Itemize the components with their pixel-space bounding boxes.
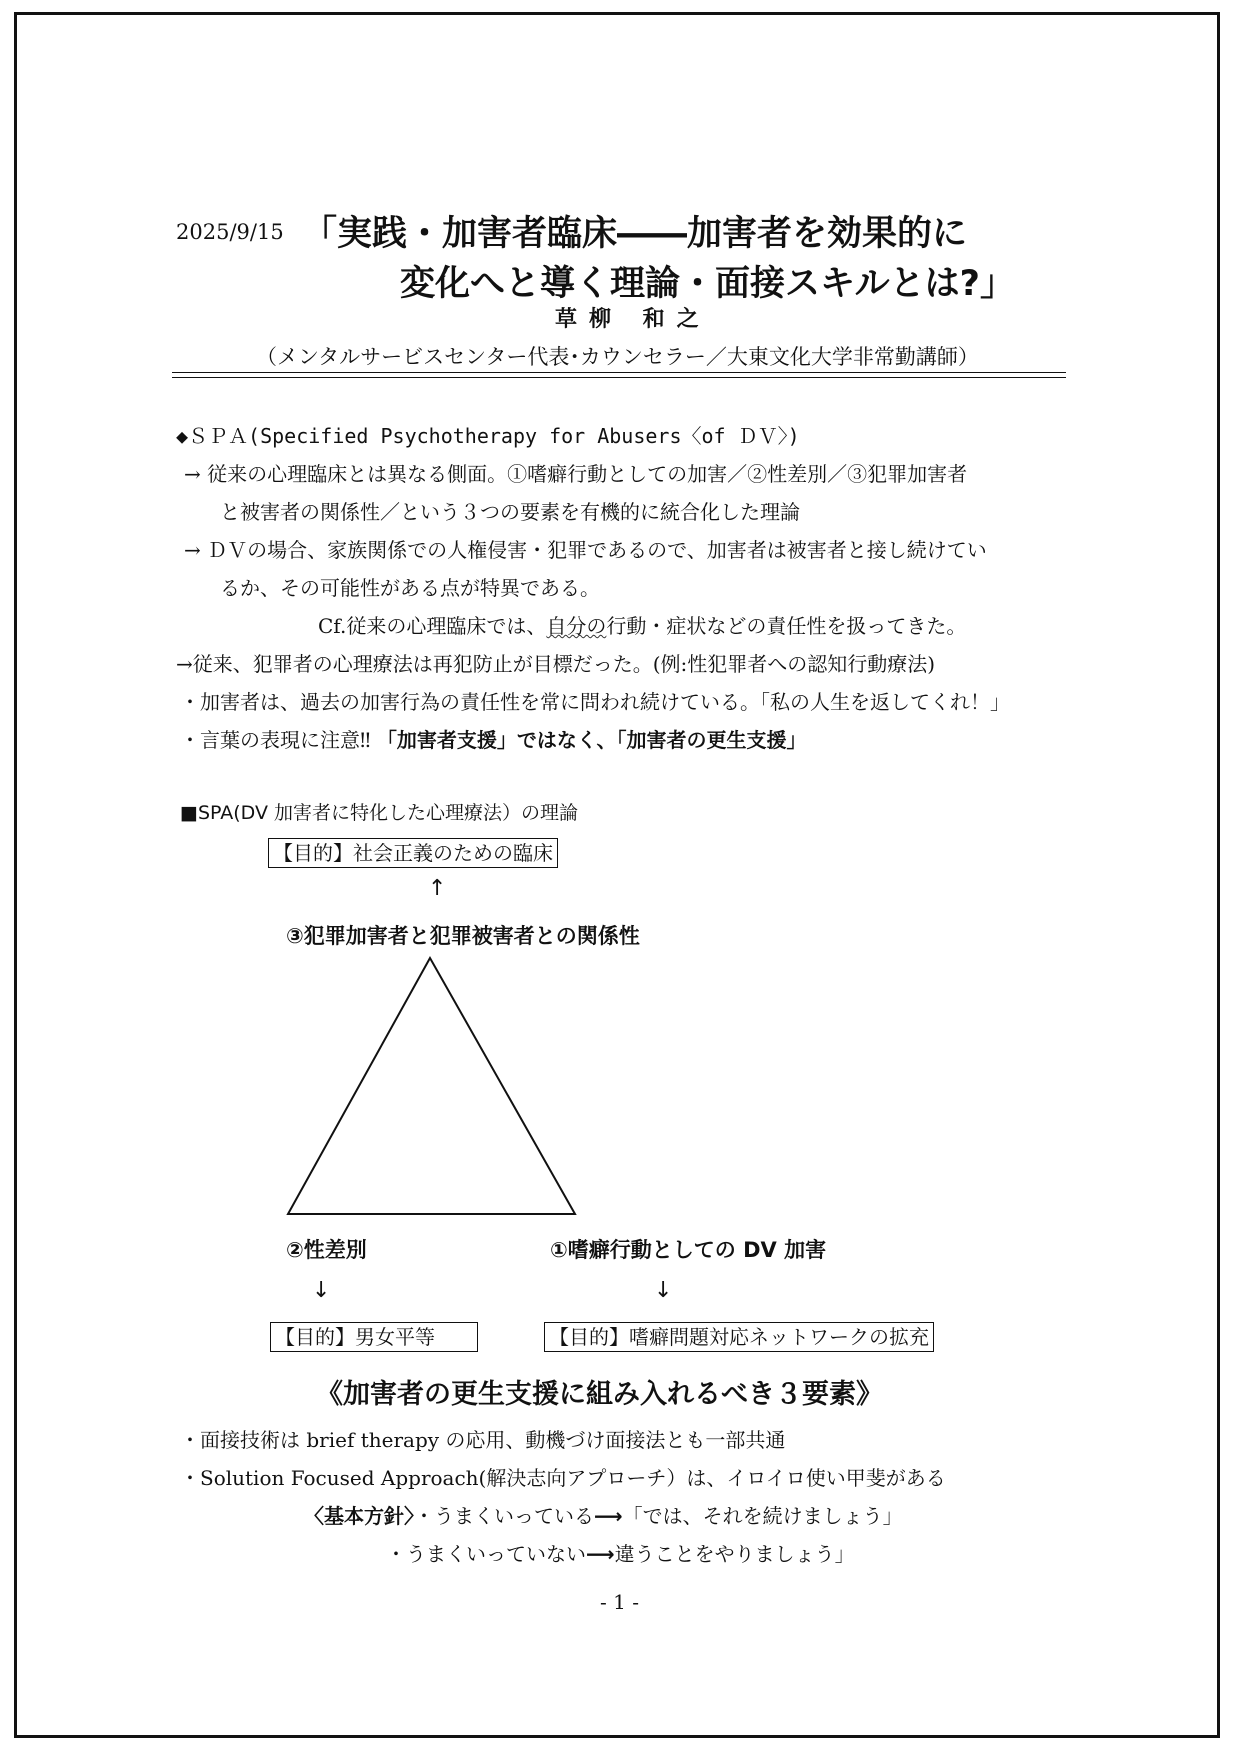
down-arrow-right: ↓ xyxy=(654,1278,673,1303)
responsibility-line: ・加害者は、過去の加害行為の責任性を常に問われ続けている。「私の人生を返してくれ！」 xyxy=(180,690,1010,714)
header-divider-bottom xyxy=(172,377,1066,378)
vertex-label-relationship: ③犯罪加害者と犯罪被害者との関係性 xyxy=(286,924,640,948)
document-title-line-1: 「実践・加害者臨床――加害者を効果的に xyxy=(302,214,968,254)
cf-note-underlined: 自分の xyxy=(546,614,607,638)
caution-line xyxy=(180,724,807,753)
arrow-right-icon: ⟶ xyxy=(586,1542,615,1566)
policy-label: 〈基本方針〉 xyxy=(304,1504,414,1528)
technique-line-brief-therapy: ・面接技術は brief therapy の応用、動機づけ面接法とも一部共通 xyxy=(180,1428,786,1452)
policy-1-condition: ・うまくいっている xyxy=(414,1504,594,1528)
policy-2-condition: ・うまくいっていない xyxy=(386,1542,586,1566)
vertex-label-sexism: ②性差別 xyxy=(286,1238,367,1262)
policy-2-result: 違うことをやりましょう」 xyxy=(614,1542,855,1566)
cf-note xyxy=(318,610,966,639)
header-date: 2025/9/15 xyxy=(176,220,284,244)
author-name: 草柳 和之 xyxy=(555,307,711,332)
caution-emphasis: 「加害者支援」ではなく、「加害者の更生支援」 xyxy=(376,728,807,752)
caution-prefix: ・言葉の表現に注意‼ xyxy=(180,728,371,752)
conventional-therapy-line: →従来、犯罪者の心理療法は再犯防止が目標だった。(例:性犯罪者への認知行動療法) xyxy=(176,652,936,676)
triangle-diagram xyxy=(280,952,580,1222)
document-title-line-2: 変化へと導く理論・面接スキルとは?」 xyxy=(400,264,1015,304)
author-affiliation: （メンタルサービスセンター代表･カウンセラー／大東文化大学非常勤講師） xyxy=(256,345,979,369)
policy-line-2 xyxy=(386,1538,855,1567)
up-arrow: ↑ xyxy=(428,876,447,901)
spa-point-1-line-2: と被害者の関係性／という３つの要素を有機的に統合化した理論 xyxy=(220,500,800,524)
spa-point-2-line-1: → ＤＶの場合、家族関係での人権侵害・犯罪であるので、加害者は被害者と接し続けてい xyxy=(184,538,987,562)
down-arrow-left: ↓ xyxy=(312,1278,331,1303)
cf-note-prefix: Cf.従来の心理臨床では、 xyxy=(318,614,547,638)
header-divider-top xyxy=(172,372,1066,373)
page-number: - 1 - xyxy=(600,1590,639,1614)
goal-box-social-justice: 【目的】社会正義のための臨床 xyxy=(268,838,558,868)
technique-line-solution-focused: ・Solution Focused Approach(解決志向アプローチ）は、イロイロ使い甲斐がある xyxy=(180,1466,946,1490)
theory-heading: ■SPA(DV 加害者に特化した心理療法）の理論 xyxy=(180,802,578,824)
spa-heading: ◆ＳＰＡ(Specified Psychotherapy for Abusers〈of ＤＶ〉) xyxy=(176,424,800,448)
policy-line-1 xyxy=(304,1500,903,1529)
arrow-right-icon: ⟶ xyxy=(594,1504,623,1528)
policy-1-result: 「では、それを続けましょう」 xyxy=(622,1504,903,1528)
goal-box-addiction-network: 【目的】嗜癖問題対応ネットワークの拡充 xyxy=(544,1322,934,1352)
spa-point-2-line-2: るか、その可能性がある点が特異である。 xyxy=(220,576,600,600)
goal-box-gender-equality: 【目的】男女平等 xyxy=(270,1322,478,1352)
vertex-label-addiction: ①嗜癖行動としての DV 加害 xyxy=(550,1238,827,1262)
triangle-shape xyxy=(288,958,575,1214)
cf-note-suffix: 行動・症状などの責任性を扱ってきた。 xyxy=(606,614,967,638)
spa-point-1-line-1: → 従来の心理臨床とは異なる側面。①嗜癖行動としての加害／②性差別／③犯罪加害者 xyxy=(184,462,968,486)
three-elements-heading: 《加害者の更生支援に組み入れるべき３要素》 xyxy=(316,1379,883,1410)
